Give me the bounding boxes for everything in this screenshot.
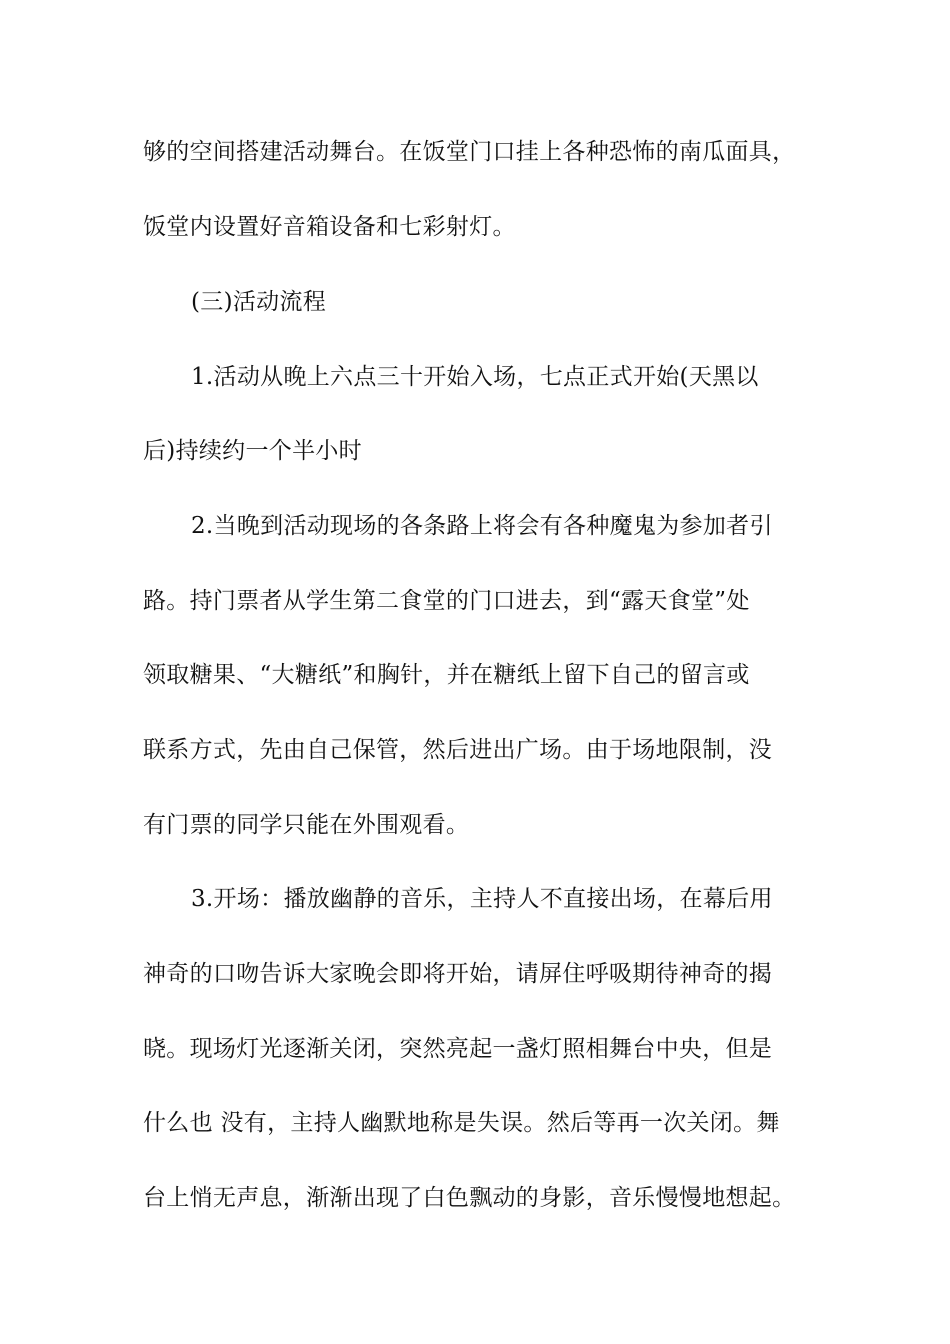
text-line: 联系方式，先由自己保管，然后进出广场。由于场地限制，没 [143,737,773,763]
text-line: 有门票的同学只能在外围观看。 [143,812,470,838]
text-line: 够的空间搭建活动舞台。在饭堂门口挂上各种恐怖的南瓜面具， [143,139,796,165]
text-line: 饭堂内设置好音箱设备和七彩射灯。 [143,214,516,240]
text-line: 台上悄无声息，渐渐出现了白色飘动的身影，音乐慢慢地想起。 [143,1185,796,1211]
text-line: 路。持门票者从学生第二食堂的门口进去，到“露天食堂”处 [143,588,750,614]
text-line: 1.活动从晚上六点三十开始入场，七点正式开始(天黑以 [191,364,759,390]
section-heading: (三)活动流程 [191,289,327,315]
text-line: 3.开场：播放幽静的音乐，主持人不直接出场，在幕后用 [191,886,773,912]
text-line: 2.当晚到活动现场的各条路上将会有各种魔鬼为参加者引 [191,513,773,539]
text-line: 神奇的口吻告诉大家晚会即将开始，请屏住呼吸期待神奇的揭 [143,961,773,987]
text-line: 晓。现场灯光逐渐关闭，突然亮起一盏灯照相舞台中央，但是 [143,1036,773,1062]
text-line: 什么也 没有，主持人幽默地称是失误。然后等再一次关闭。舞 [143,1110,780,1136]
text-line: 领取糖果、“大糖纸”和胸针，并在糖纸上留下自己的留言或 [143,662,750,688]
text-line: 后)持续约一个半小时 [143,438,362,464]
